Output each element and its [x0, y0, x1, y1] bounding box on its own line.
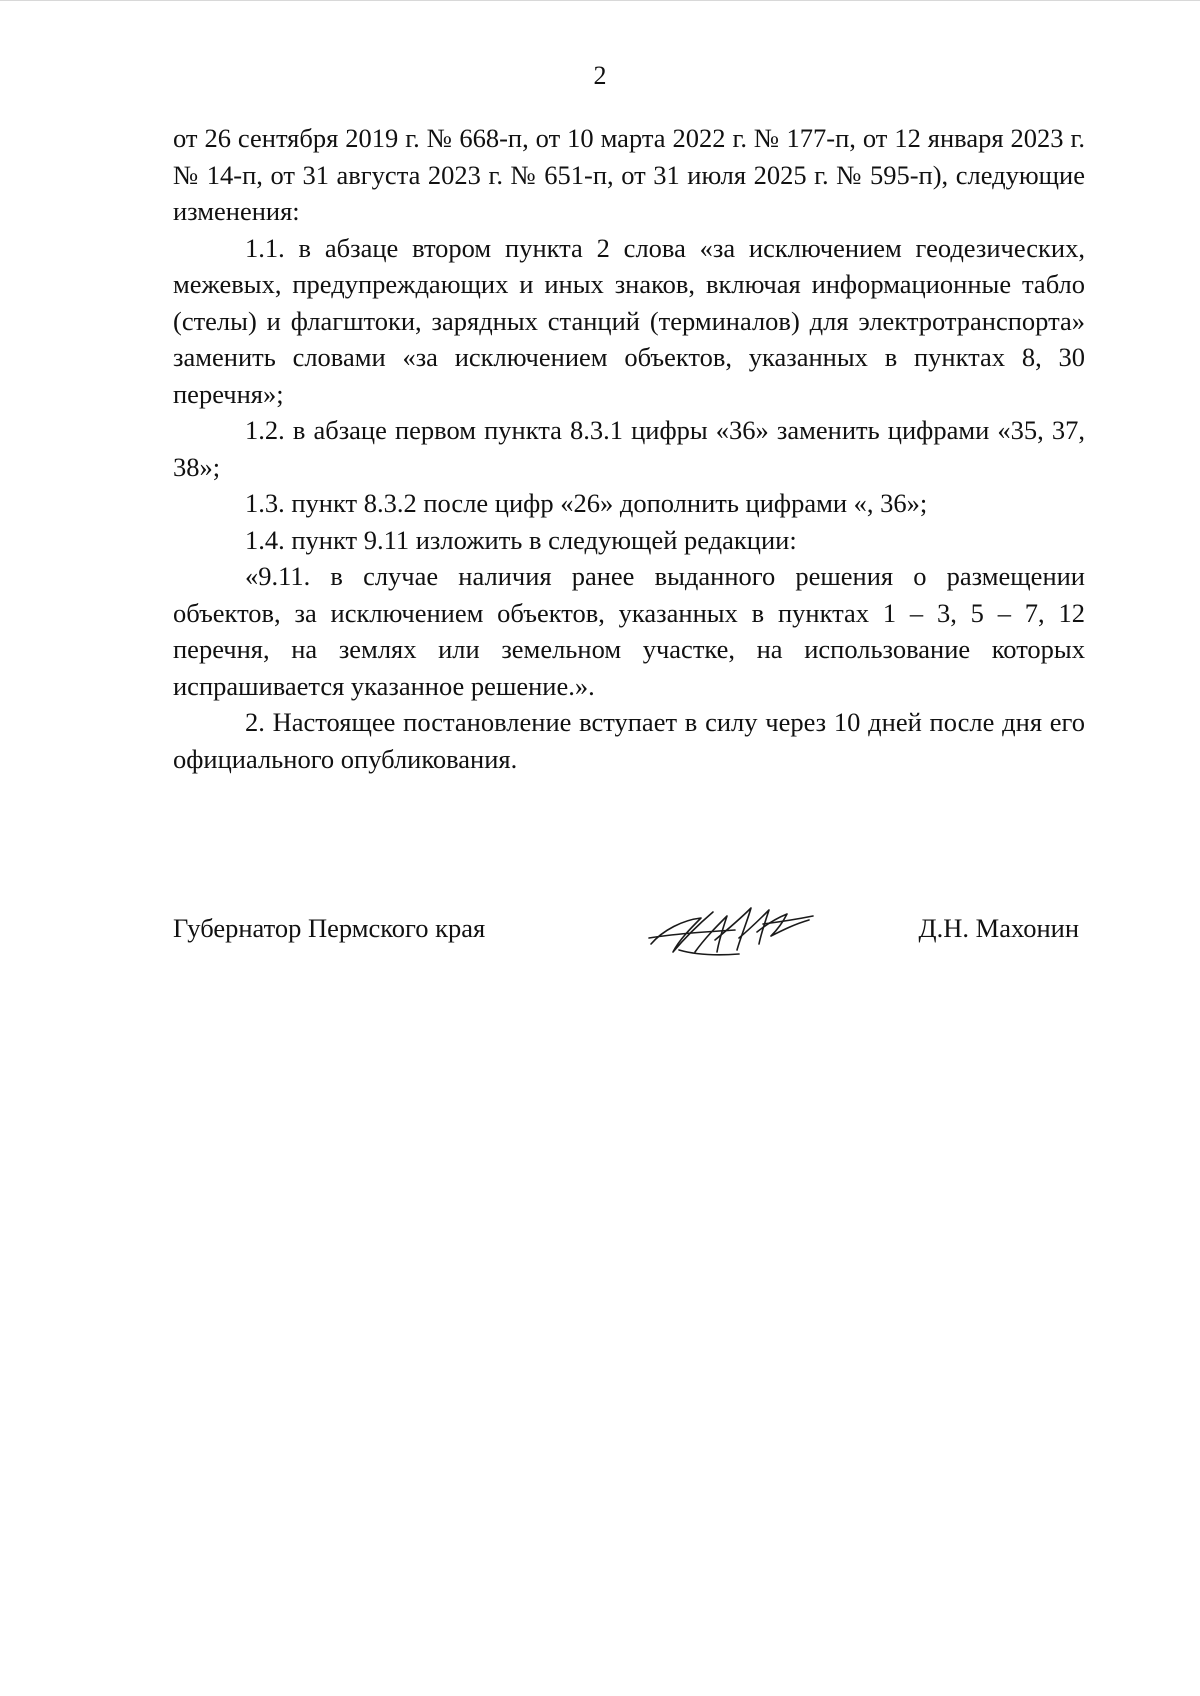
paragraph-1-1: 1.1. в абзаце втором пункта 2 слова «за исключением геодезических, межевых, предупреждающих и иных знаков, включая информационные табло (стелы) и флагштоки, зарядных станций (терминалов) для электротранспорта» заменить словами «за исключением объектов, указанных в пунктах 8, 30 перечня»; [173, 232, 1085, 409]
page-number: 2 [593, 61, 607, 90]
paragraph-9-11-quote: «9.11. в случае наличия ранее выданного решения о размещении объектов, за исключением объектов, указанных в пунктах 1 – 3, 5 – 7, 12 перечня, на землях или земельном участке, на использование которых испрашивается указанное решение.». [173, 561, 1085, 701]
scan-edge-line [0, 0, 1200, 1]
handwritten-signature [643, 894, 823, 960]
signature-block [173, 898, 1085, 968]
paragraph-2-effective-date: 2. Настоящее постановление вступает в силу через 10 дней после дня его официального опубликования. [173, 707, 1085, 774]
paragraph-intro-continuation: от 26 сентября 2019 г. № 668-п, от 10 марта 2022 г. № 177-п, от 12 января 2023 г. № 14-п, от 31 августа 2023 г. № 651-п, от 31 июля 2025 г. № 595-п), следующие изменения: [173, 123, 1085, 226]
paragraph-1-3: 1.3. пункт 8.3.2 после цифр «26» дополнить цифрами «, 36»; [245, 488, 928, 518]
paragraph-1-2: 1.2. в абзаце первом пункта 8.3.1 цифры «36» заменить цифрами «35, 37, 38»; [173, 415, 1085, 482]
document-body [173, 120, 1085, 777]
signatory-name: Д.Н. Махонин [918, 913, 1079, 943]
signatory-position: Губернатор Пермского края [173, 913, 486, 943]
paragraph-1-4: 1.4. пункт 9.11 изложить в следующей редакции: [245, 524, 797, 555]
